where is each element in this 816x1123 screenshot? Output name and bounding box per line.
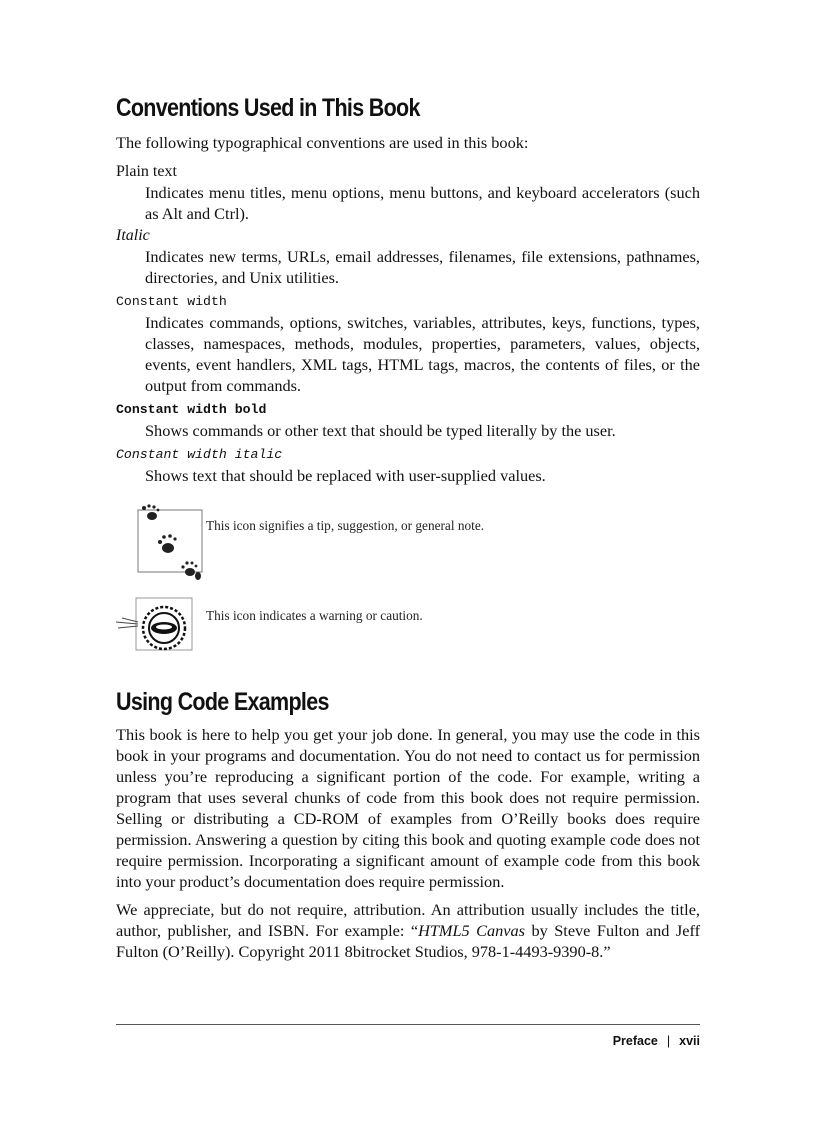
footer-separator: | <box>666 1034 671 1048</box>
term-constant-width: Constant width <box>116 294 227 309</box>
code-examples-paragraph-1: This book is here to help you get your job done. In general, you may use the code in this book in your programs and documentation. You do not need to contact us for permission unless you’re reproducing a significant portion of the code. For example, writing a program that uses several chunks of code from this book does not require permission. Selling or distributing a CD-ROM of examples from O’Reilly books does require permission. Answering a question by citing this book and quoting example code does not require permission. Incorporating a significant amount of example code from this book into your product’s documentation does require permission. <box>116 725 700 891</box>
conventions-list <box>116 161 700 486</box>
tip-note-text: This icon signifies a tip, suggestion, or general note. <box>206 518 485 533</box>
code-examples-paragraph-2 <box>116 899 700 962</box>
attribution-lead: We appreciate, but do not require, attribution. An attribution usually includes the title, author, publisher, and ISBN. For example: “ <box>116 900 700 940</box>
footer-page-number: xvii <box>679 1034 700 1048</box>
definition-constant-width-italic: Shows text that should be replaced with user-supplied values. <box>145 466 546 485</box>
conventions-intro: The following typographical conventions are used in this book: <box>116 133 529 152</box>
term-constant-width-bold: Constant width bold <box>116 402 267 417</box>
book-title: HTML5 Canvas <box>418 921 525 940</box>
term-plain-text: Plain text <box>116 163 177 180</box>
footer-rule <box>116 1024 700 1025</box>
warning-note-text: This icon indicates a warning or caution. <box>206 608 423 623</box>
definition-italic: Indicates new terms, URLs, email addresses, filenames, file extensions, pathnames, directories, and Unix utilities. <box>145 247 700 287</box>
warning-icon <box>116 594 206 654</box>
code-examples-heading: Using Code Examples <box>116 688 329 716</box>
warning-note <box>116 594 700 664</box>
definition-constant-width: Indicates commands, options, switches, variables, attributes, keys, functions, types, classes, namespaces, methods, modules, properties, parameters, values, objects, events, event handlers, XML tags, HTML tags, macros, the contents of files, or the output from commands. <box>145 313 700 395</box>
tip-icon <box>116 502 206 582</box>
definition-constant-width-bold: Shows commands or other text that should be typed literally by the user. <box>145 421 616 440</box>
attribution-tail: by Steve Fulton and Jeff Fulton (O’Reilly). Copyright 2011 8bitrocket Studios, 978-1-4493-9390-8.” <box>116 921 700 961</box>
term-constant-width-italic: Constant width italic <box>116 447 283 462</box>
definition-plain-text: Indicates menu titles, menu options, menu buttons, and keyboard accelerators (such as Alt and Ctrl). <box>145 183 700 223</box>
page-footer <box>116 1034 700 1048</box>
conventions-heading: Conventions Used in This Book <box>116 94 420 122</box>
footer-section: Preface <box>612 1034 658 1048</box>
term-italic: Italic <box>116 227 150 244</box>
tip-note <box>116 502 700 592</box>
page-content <box>116 90 700 962</box>
